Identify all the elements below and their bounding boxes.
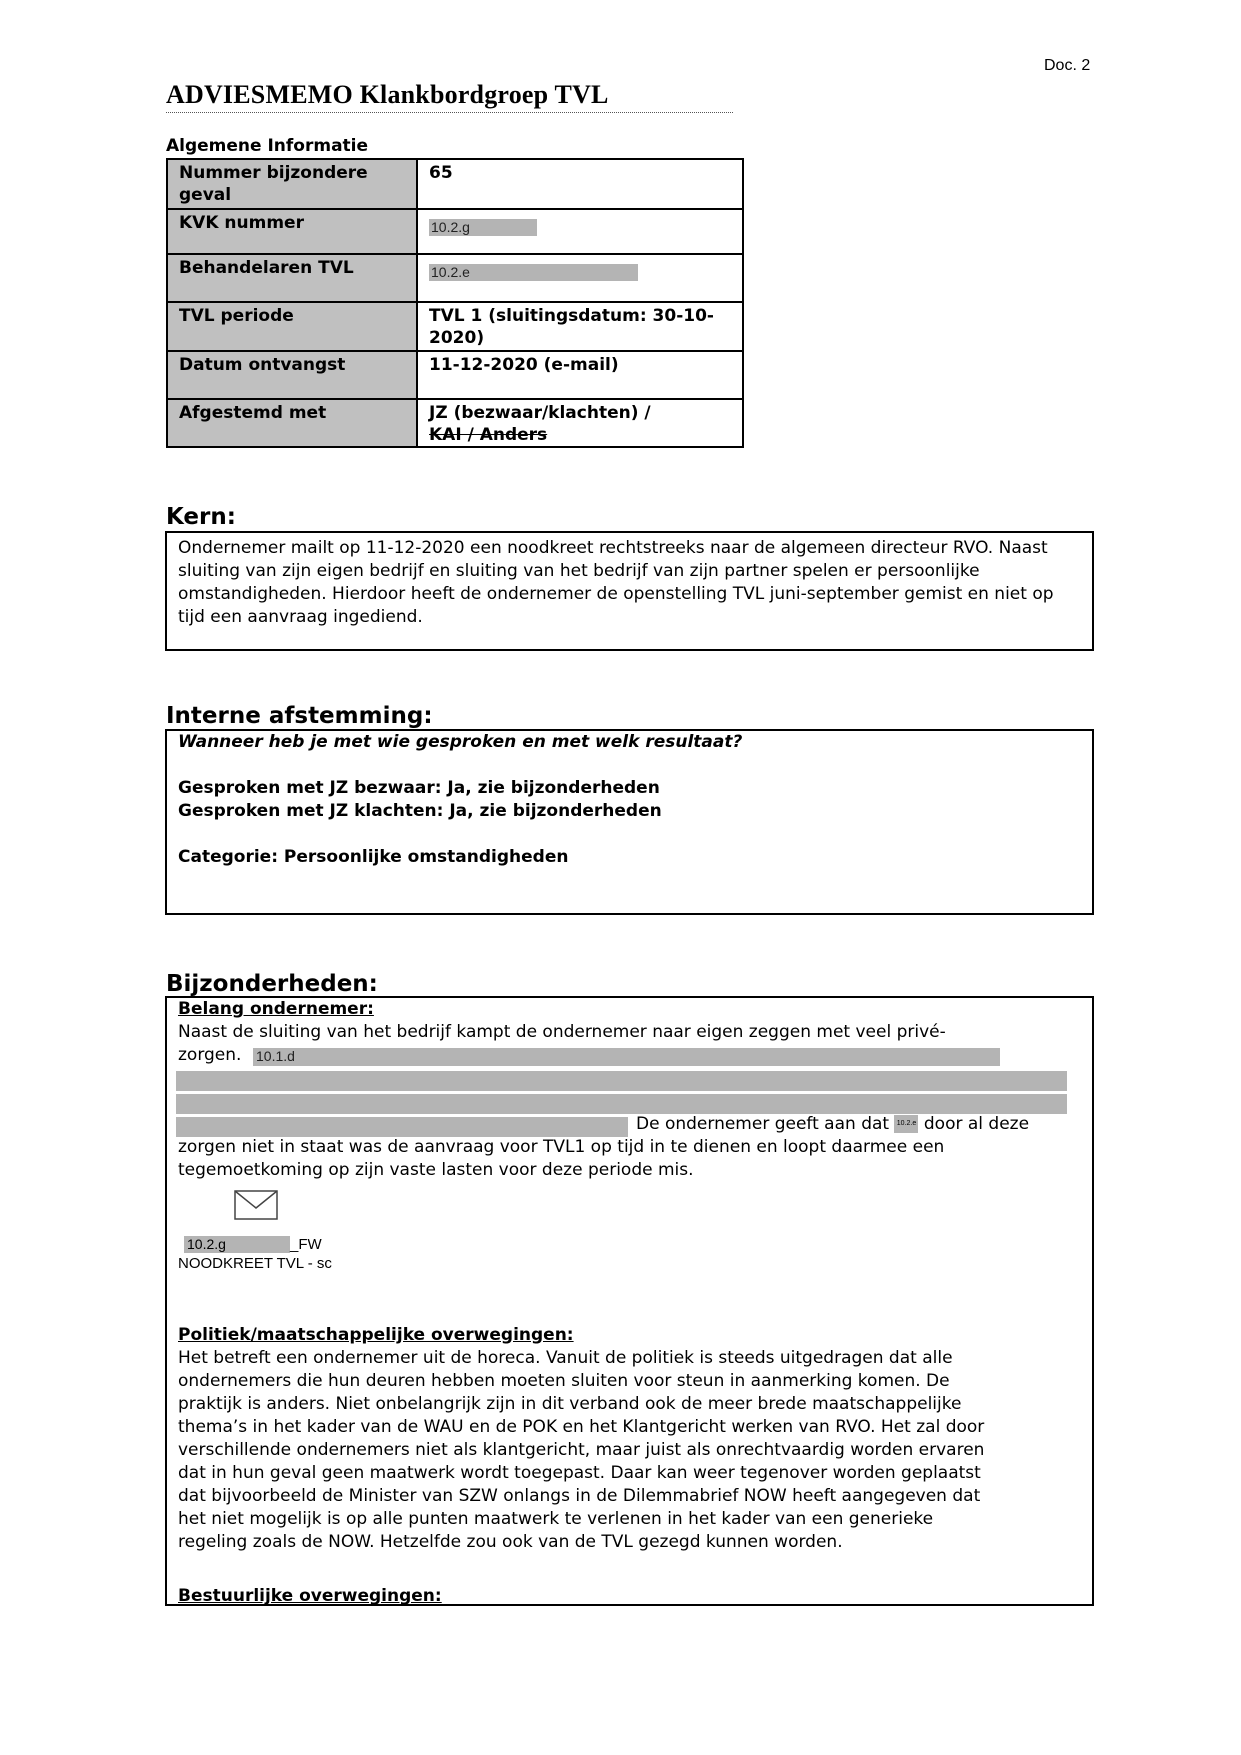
bestuurlijk-heading: Bestuurlijke overwegingen:	[178, 1586, 442, 1606]
interne-categorie: Categorie: Persoonlijke omstandigheden	[178, 847, 569, 867]
row-label: Nummer bijzondere geval	[167, 159, 417, 209]
politiek-line: Het betreft een ondernemer uit de horeca. Vanuit de politiek is steeds uitgedragen dat alle	[178, 1348, 953, 1368]
belang-heading: Belang ondernemer:	[178, 999, 374, 1019]
redacted-attachment: 10.2.g	[184, 1236, 290, 1253]
table-row	[167, 209, 743, 254]
belang-line-5: zorgen niet in staat was de aanvraag voor TVL1 op tijd in te dienen en loopt daarmee een	[178, 1137, 945, 1157]
interne-line-bezwaar: Gesproken met JZ bezwaar: Ja, zie bijzonderheden	[178, 778, 660, 798]
redaction-bar	[176, 1071, 1067, 1091]
belang-line-4-tail: door al deze	[923, 1114, 1030, 1134]
value-struck: KAI / Anders	[429, 425, 548, 445]
politiek-line: verschillende ondernemers niet als klantgericht, maar juist als onrechtvaardig worden ervaren	[178, 1440, 985, 1460]
belang-line-1: Naast de sluiting van het bedrijf kampt de ondernemer naar eigen zeggen met veel privé-	[178, 1022, 946, 1042]
table-row	[167, 302, 743, 351]
politiek-heading: Politiek/maatschappelijke overwegingen:	[178, 1325, 574, 1345]
table-row	[167, 254, 743, 302]
document-label: Doc. 2	[1044, 57, 1091, 74]
row-value	[417, 209, 743, 254]
row-value: TVL 1 (sluitingsdatum: 30-10-2020)	[417, 302, 743, 351]
table-row	[167, 399, 743, 447]
redacted-102e-small: 10.2.e	[894, 1115, 918, 1133]
general-info-table	[166, 158, 744, 448]
politiek-line: thema’s in het kader van de WAU en de POK en het Klantgericht werken van RVO. Het zal door	[178, 1417, 985, 1437]
row-label: Datum ontvangst	[167, 351, 417, 399]
attachment-suffix: _FW	[290, 1236, 322, 1253]
attachment-line-2[interactable]: NOODKREET TVL - sc	[178, 1255, 332, 1272]
politiek-text	[178, 1347, 984, 1554]
page-title: ADVIESMEMO Klankbordgroep TVL	[166, 80, 733, 113]
interne-heading: Interne afstemming:	[166, 703, 433, 729]
politiek-line: ondernemers die hun deuren hebben moeten sluiten voor steun in aanmerking komen. De	[178, 1371, 950, 1391]
attachment-filename[interactable]	[184, 1236, 322, 1254]
table-row	[167, 159, 743, 209]
belang-line-2: zorgen.	[178, 1045, 242, 1065]
row-label: Afgestemd met	[167, 399, 417, 447]
value-text: JZ (bezwaar/klachten) /	[429, 403, 651, 423]
interne-question: Wanneer heb je met wie gesproken en met welk resultaat?	[178, 732, 743, 752]
redacted-101d: 10.1.d	[253, 1048, 1000, 1066]
interne-box	[165, 729, 1094, 915]
bijzonderheden-heading: Bijzonderheden:	[166, 971, 378, 997]
kern-heading: Kern:	[166, 504, 236, 530]
belang-line-4-text: De ondernemer geeft aan dat	[636, 1114, 890, 1134]
row-label: KVK nummer	[167, 209, 417, 254]
row-value	[417, 399, 743, 447]
redaction-bar	[176, 1117, 628, 1137]
row-value	[417, 254, 743, 302]
interne-line-klachten: Gesproken met JZ klachten: Ja, zie bijzonderheden	[178, 801, 662, 821]
politiek-line: dat in hun geval geen maatwerk wordt toegepast. Daar kan weer tegenover worden geplaatst	[178, 1463, 981, 1483]
redacted-handlers: 10.2.e	[429, 264, 638, 281]
bijzonderheden-box	[165, 996, 1094, 1606]
row-label: Behandelaren TVL	[167, 254, 417, 302]
politiek-line: het niet mogelijk is op alle punten maatwerk te verlenen in het kader van een generieke	[178, 1509, 934, 1529]
politiek-line: regeling zoals de NOW. Hetzelfde zou ook van de TVL gezegd kunnen worden.	[178, 1532, 843, 1552]
row-value: 11-12-2020 (e-mail)	[417, 351, 743, 399]
belang-line-6: tegemoetkoming op zijn vaste lasten voor deze periode mis.	[178, 1160, 694, 1180]
kern-box	[165, 531, 1094, 651]
politiek-line: praktijk is anders. Niet onbelangrijk zijn in dit verband ook de meer brede maatschappelijke	[178, 1394, 962, 1414]
table-row	[167, 351, 743, 399]
kern-text: Ondernemer mailt op 11-12-2020 een noodkreet rechtstreeks naar de algemeen directeur RVO. Naast sluiting van zijn eigen bedrijf en sluiting van het bedrijf van zijn partner spelen er persoonlijke omstandigheden. Hierdoor heeft de ondernemer de openstelling TVL juni-september gemist en niet op tijd een aanvraag ingediend.	[178, 538, 1054, 627]
redacted-kvk: 10.2.g	[429, 219, 537, 236]
row-label: TVL periode	[167, 302, 417, 351]
belang-line-4	[636, 1113, 1029, 1136]
politiek-line: dat bijvoorbeeld de Minister van SZW onlangs in de Dilemmabrief NOW heeft aangegeven dat	[178, 1486, 981, 1506]
redaction-bar	[176, 1094, 1067, 1114]
general-info-heading: Algemene Informatie	[166, 136, 369, 156]
email-attachment-icon[interactable]	[234, 1190, 278, 1220]
row-value: 65	[417, 159, 743, 209]
